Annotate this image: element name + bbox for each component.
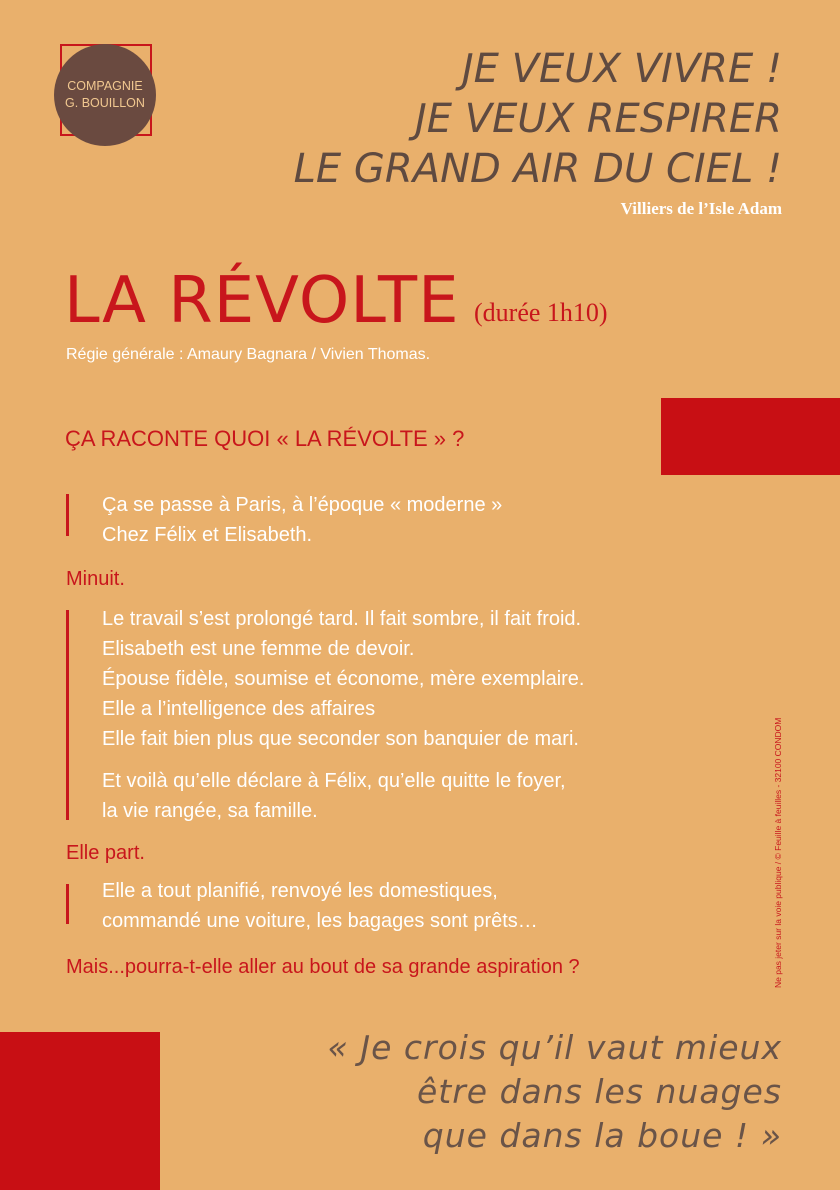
top-quote-line: LE GRAND AIR DU CIEL ! [293, 146, 782, 192]
accent-bar [66, 494, 69, 536]
story-minuit: Minuit. [66, 568, 125, 590]
bottom-quote [222, 1026, 782, 1158]
story-line: Elle fait bien plus que seconder son banquier de mari. [102, 728, 579, 750]
top-quote-line: JE VEUX RESPIRER [414, 96, 782, 142]
credits: Régie générale : Amaury Bagnara / Vivien Thomas. [66, 346, 431, 363]
story-block-2 [66, 604, 584, 826]
decorative-red-block-bottom [0, 1032, 160, 1190]
story-elle-part: Elle part. [66, 842, 145, 864]
top-quote-line: JE VEUX VIVRE ! [461, 46, 782, 92]
section-heading: ÇA RACONTE QUOI « LA RÉVOLTE » ? [65, 426, 465, 451]
story-line: Elle a tout planifié, renvoyé les domestiques, [102, 880, 498, 902]
duration: (durée 1h10) [474, 298, 608, 327]
story-line: Chez Félix et Elisabeth. [102, 524, 313, 546]
quote-author: Villiers de l’Isle Adam [620, 199, 782, 218]
bottom-quote-line: que dans la boue ! » [422, 1116, 782, 1155]
bottom-quote-line: être dans les nuages [416, 1072, 782, 1111]
page-title: LA RÉVOLTE [64, 264, 460, 338]
bottom-quote-line: « Je crois qu’il vaut mieux [327, 1028, 782, 1067]
logo-line-2: G. BOUILLON [65, 96, 145, 110]
company-logo [54, 44, 156, 146]
story-line: Épouse fidèle, soumise et économe, mère exemplaire. [102, 668, 585, 690]
accent-bar [66, 884, 69, 924]
story-block-1 [66, 490, 502, 550]
top-quote [182, 44, 782, 194]
story-line: Ça se passe à Paris, à l’époque « moderne » [102, 494, 503, 516]
legal-side-note: Ne pas jeter sur la voie publique / © Feuille à feuilles - 32100 CONDOM [773, 717, 783, 988]
story-line: Le travail s’est prolongé tard. Il fait sombre, il fait froid. [102, 608, 582, 630]
story-line: Et voilà qu’elle déclare à Félix, qu’elle quitte le foyer, [102, 770, 566, 792]
story-block-3 [66, 876, 538, 936]
story-line: la vie rangée, sa famille. [102, 800, 318, 822]
accent-bar [66, 610, 69, 820]
story-line: Elle a l’intelligence des affaires [102, 698, 376, 720]
logo-line-1: COMPAGNIE [67, 79, 143, 93]
story-line: Elisabeth est une femme de devoir. [102, 638, 415, 660]
story-question: Mais...pourra-t-elle aller au bout de sa grande aspiration ? [66, 956, 580, 978]
story-line: commandé une voiture, les bagages sont prêts… [102, 910, 538, 932]
decorative-red-block [661, 398, 840, 475]
